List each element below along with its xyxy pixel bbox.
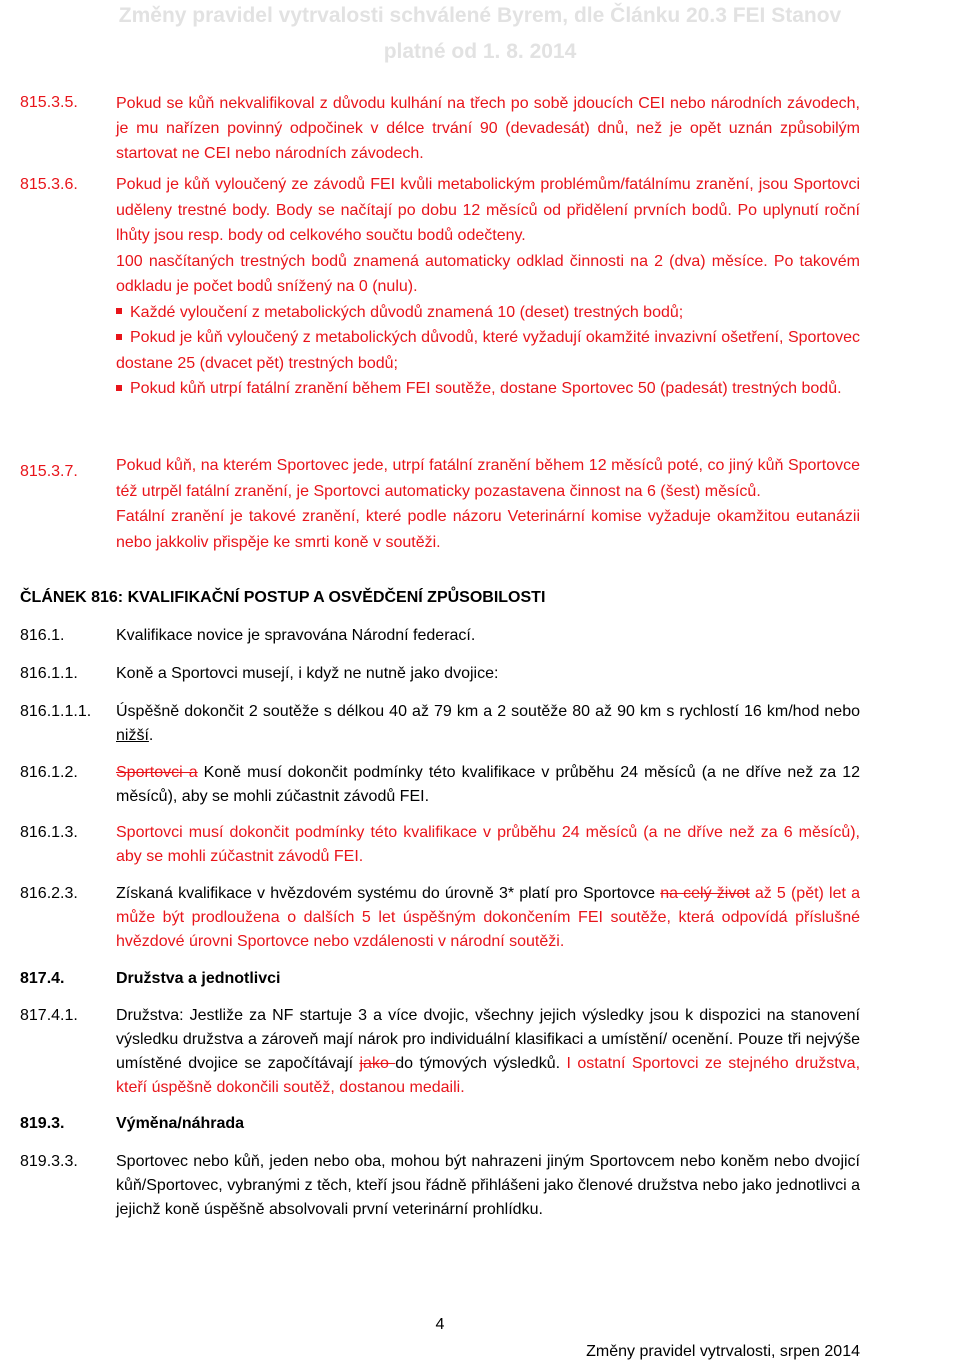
article-title: ČLÁNEK 816: KVALIFIKAČNÍ POSTUP A OSVĚDČENÍ ZPŮSOBILOSTI (20, 589, 546, 606)
section-816-1-1-1 (20, 700, 860, 748)
section-816-1-1 (20, 662, 860, 686)
bullet-square-icon (116, 308, 122, 314)
section-817-4-1 (20, 1004, 860, 1100)
section-815-3-6 (20, 172, 860, 402)
section-number: 816.1.3. (20, 824, 78, 841)
page-number: 4 (435, 1316, 445, 1333)
section-number: 816.1.1.1. (20, 703, 92, 720)
section-heading: Výměna/náhrada (116, 1115, 245, 1132)
section-text: Pokud se kůň nekvalifikoval z důvodu kulhání na třech po sobě jdoucích CEI nebo národních závodech, je mu nařízen povinný odpočinek v délce trvání 90 (devadesát) dnů, než je opět uznán způsobilým startovat ne CEI nebo národních závodech. (116, 95, 860, 162)
section-number: 816.1.1. (20, 665, 78, 682)
section-text: Sportovci musí dokončit podmínky této kvalifikace v průběhu 24 měsíců (a ne dříve než za 6 měsíců), aby se mohli zúčastnit závodů FEI. (116, 824, 860, 865)
bullet-item: Pokud je kůň vyloučený z metabolických důvodů, které vyžadují okamžité invazivní ošetření, Sportovec dostane 25 (dvacet pět) trestných bodů; (116, 329, 860, 372)
section-816-1 (20, 624, 860, 648)
bullet-square-icon (116, 385, 122, 391)
section-816-1-2 (20, 761, 860, 809)
section-text: Koně a Sportovci musejí, i když ne nutně jako dvojice: (116, 665, 499, 682)
section-815-3-5 (20, 91, 860, 166)
section-number: 815.3.5. (20, 94, 78, 111)
section-heading: Družstva a jednotlivci (116, 970, 281, 987)
deleted-text: na celý život (660, 885, 750, 902)
section-819-3-3 (20, 1150, 860, 1222)
header-date: platné od 1. 8. 2014 (383, 40, 577, 63)
section-text: Pokud kůň, na kterém Sportovec jede, utrpí fatální zranění během 12 měsíců poté, co jiný kůň Sportovce též utrpěl fatální zranění, je Sportovci automaticky pozastavena činnost na 6 (šest) měsíců. (116, 457, 860, 500)
deleted-text: jako (359, 1055, 396, 1072)
section-text: Získaná kvalifikace v hvězdovém systému do úrovně 3* platí pro Sportovce na celý život až 5 (pět) let a může být prodloužena o dalších 5 let úspěšným dokončením FEI soutěže, která odpovídá příslušné hvězdové úrovni Sportovce nebo vzdálenosti v národní soutěži. (116, 885, 860, 950)
section-number: 816.2.3. (20, 885, 78, 902)
section-number: 816.1. (20, 627, 65, 644)
section-number: 819.3. (20, 1115, 65, 1132)
bullet-item: Pokud kůň utrpí fatální zranění během FEI soutěže, dostane Sportovec 50 (padesát) trestných bodů. (116, 376, 860, 402)
section-number: 815.3.6. (20, 176, 78, 193)
section-number: 816.1.2. (20, 764, 78, 781)
section-816-1-3 (20, 821, 860, 869)
section-text: Pokud je kůň vyloučený ze závodů FEI kvůli metabolickým problémům/fatálnímu zranění, jsou Sportovci uděleny trestné body. Body se načítají po dobu 12 měsíců od přidělení prvních bodů. Po uplynutí roční lhůty jsou resp. body od celkového součtu bodů odečteny. (116, 176, 860, 244)
section-number: 815.3.7. (20, 463, 78, 480)
section-816-2-3 (20, 882, 860, 954)
bullet-item: Každé vyloučení z metabolických důvodů znamená 10 (deset) trestných bodů; (116, 300, 860, 326)
section-number: 817.4.1. (20, 1007, 78, 1024)
section-815-3-7 (20, 453, 860, 555)
header-title: Změny pravidel vytrvalosti schválené Byrem, dle Článku 20.3 FEI Stanov (118, 4, 842, 27)
section-text-2: 100 nasčítaných trestných bodů znamená automaticky odklad činnosti na 2 (dva) měsíce. Po takovém odkladu je počet bodů snížený na 0 (nulu). (116, 252, 860, 295)
section-text-2: Fatální zranění je takové zranění, které podle názoru Veterinární komise vyžaduje okamžitou eutanázii nebo jakkoliv přispěje ke smrti koně v soutěži. (116, 508, 860, 551)
section-number: 817.4. (20, 970, 65, 987)
deleted-text: Sportovci a (116, 764, 198, 781)
section-text: Sportovci a Koně musí dokončit podmínky této kvalifikace v průběhu 24 měsíců (a ne dříve než za 12 měsíců), aby se mohli zúčastnit závodů FEI. (116, 764, 860, 805)
section-819-3 (20, 1112, 860, 1136)
bullet-square-icon (116, 334, 122, 340)
section-text: Úspěšně dokončit 2 soutěže s délkou 40 až 79 km a 2 soutěže 80 až 90 km s rychlostí 16 km/hod nebo nižší. (116, 703, 860, 744)
section-text: Kvalifikace novice je spravována Národní federací. (116, 627, 476, 644)
section-text: Sportovec nebo kůň, jeden nebo oba, mohou být nahrazeni jiným Sportovcem nebo koněm nebo dvojicí kůň/Sportovec, vybranými z těch, kteří jsou řádně přihlášeni jako členové družstva nebo jako jednotlivci a jejichž koně úspěšně absolvovali první veterinární prohlídku. (116, 1153, 860, 1218)
footer-text: Změny pravidel vytrvalosti, srpen 2014 (586, 1343, 860, 1360)
section-817-4 (20, 967, 860, 991)
section-number: 819.3.3. (20, 1153, 78, 1170)
section-text: Družstva: Jestliže za NF startuje 3 a více dvojic, všechny jejich výsledky jsou k dispozici na stanovení výsledku družstva a zároveň mají nárok pro individuální klasifikaci a umístění/ ocenění. Pouze tři nejvýše umístěné dvojice se započítávají jako do týmových výsledků. I ostatní Sportovci ze stejného družstva, kteří úspěšně dokončili soutěž, dostanou medaili. (116, 1007, 861, 1096)
